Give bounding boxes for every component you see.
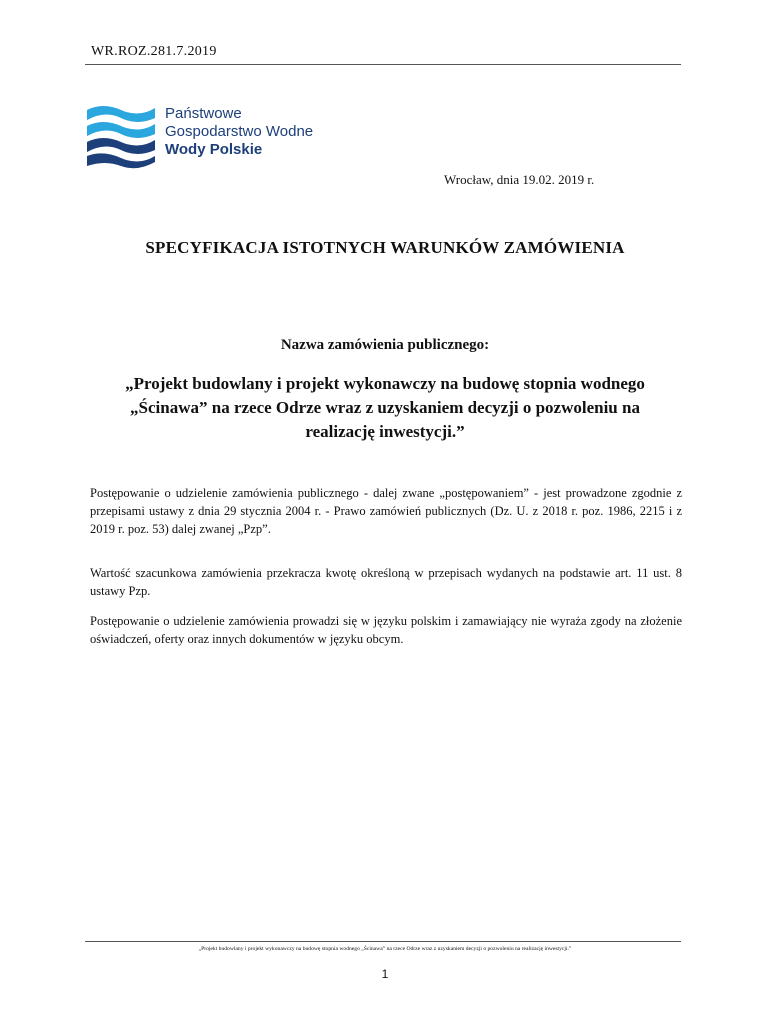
logo-line-1: Państwowe bbox=[165, 105, 242, 122]
paragraph-estimated-value: Wartość szacunkowa zamówienia przekracza kwotę określoną w przepisach wydanych na podstawie art. 11 ust. 8 ustawy Pzp. bbox=[90, 566, 682, 598]
paragraph-language: Postępowanie o udzielenie zamówienia prowadzi się w języku polskim i zamawiający nie wyraża zgody na złożenie oświadczeń, oferty oraz innych dokumentów w języku obcym. bbox=[90, 614, 682, 646]
logo-line-3: Wody Polskie bbox=[165, 141, 263, 158]
document-reference-number: WR.ROZ.281.7.2019 bbox=[91, 44, 217, 59]
document-title: SPECYFIKACJA ISTOTNYCH WARUNKÓW ZAMÓWIENIA bbox=[145, 238, 625, 257]
place-and-date: Wrocław, dnia 19.02. 2019 r. bbox=[444, 172, 595, 187]
logo-line-2: Gospodarstwo Wodne bbox=[165, 123, 314, 140]
organization-logo bbox=[85, 100, 325, 172]
header-divider bbox=[85, 64, 681, 65]
project-title: „Projekt budowlany i projekt wykonawczy na budowę stopnia wodnego „Ścinawa” na rzece Odrze wraz z uzyskaniem decyzji o pozwoleniu na realizację inwestycji.” bbox=[125, 374, 645, 441]
footer-divider bbox=[85, 941, 681, 942]
order-name-label: Nazwa zamówienia publicznego: bbox=[280, 337, 490, 353]
footer-project-title: „Projekt budowlany i projekt wykonawczy na budowę stopnia wodnego „Ścinawa” na rzece Odrze wraz z uzyskaniem decyzji o pozwoleniu na realizację inwestycji.” bbox=[198, 946, 572, 952]
paragraph-procedure: Postępowanie o udzielenie zamówienia publicznego - dalej zwane „postępowaniem” - jest prowadzone zgodnie z przepisami ustawy z dnia 29 stycznia 2004 r. - Prawo zamówień publicznych (Dz. U. z 2018 r. poz. 1986, 2215 i z 2019 r. poz. 53) dalej zwanej „Pzp”. bbox=[90, 486, 682, 536]
wave-logo-icon bbox=[85, 100, 157, 172]
page-number: 1 bbox=[381, 967, 389, 981]
